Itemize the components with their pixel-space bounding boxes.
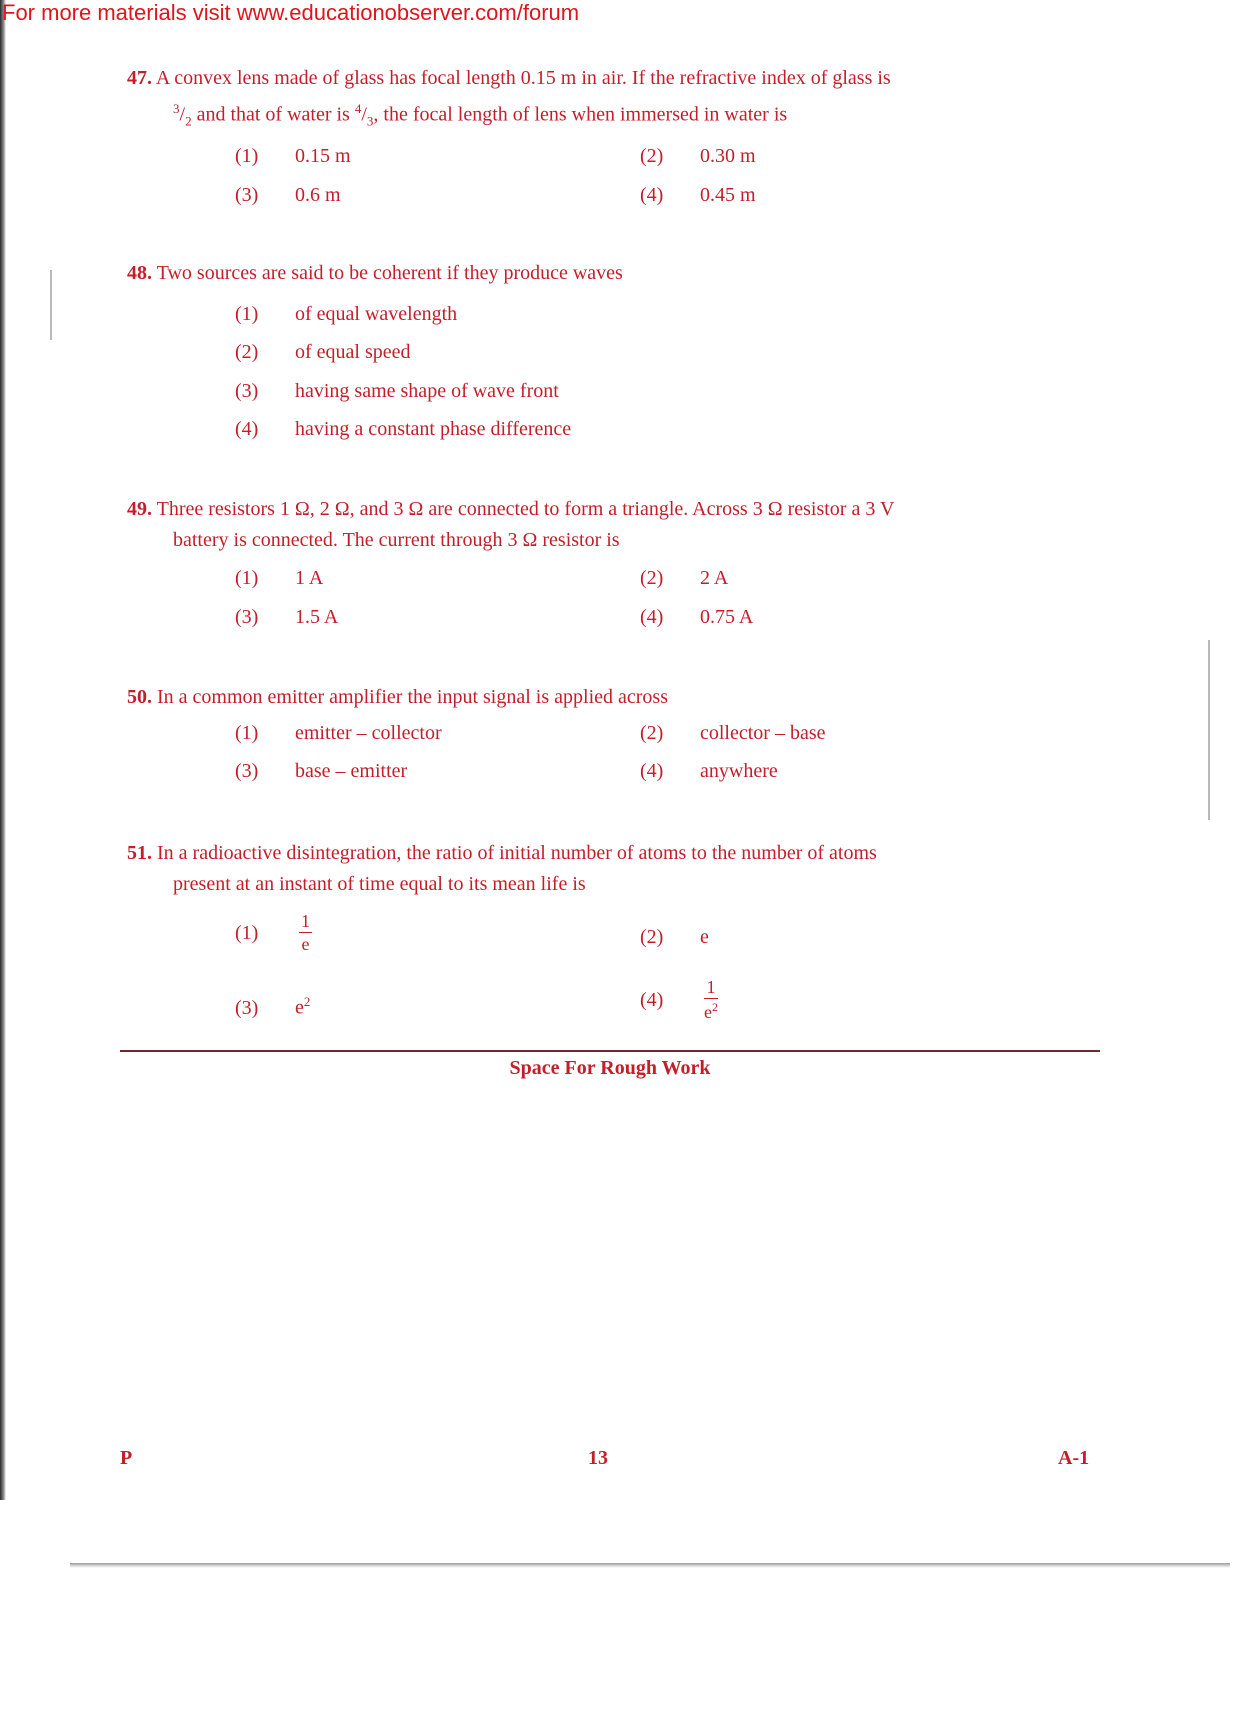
option-3[interactable] [235, 994, 310, 1020]
question-48 [127, 258, 623, 289]
option-text: emitter – collector [295, 722, 442, 744]
option-number: (3) [235, 606, 259, 628]
footer-right: A-1 [1058, 1447, 1090, 1469]
option-number: (2) [640, 926, 664, 948]
page-bottom-edge [70, 1563, 1230, 1568]
option-1[interactable] [235, 912, 312, 953]
option-text: e [700, 926, 709, 948]
option-number: (2) [640, 567, 664, 589]
option-text: 0.30 m [700, 145, 756, 167]
page-number: 13 [588, 1447, 608, 1469]
option-2[interactable] [640, 567, 728, 590]
question-47 [127, 63, 891, 94]
option-number: (4) [640, 988, 664, 1011]
question-text: and that of water is [191, 103, 355, 126]
superscript: 2 [712, 1000, 718, 1014]
question-number: 50. [127, 686, 152, 708]
option-text: 0.45 m [700, 184, 756, 206]
rough-work-heading: Space For Rough Work [509, 1057, 711, 1079]
fraction-denominator: 3 [366, 113, 374, 129]
option-text: anywhere [700, 760, 778, 782]
fraction-denominator [704, 999, 718, 1021]
question-text: , the focal length of lens when immersed in water is [373, 103, 788, 126]
option-text: 0.6 m [295, 184, 341, 206]
option-number: (4) [640, 184, 664, 206]
fraction [704, 978, 718, 1021]
option-number: (3) [235, 760, 259, 782]
option-4[interactable] [235, 418, 571, 441]
option-text: 1 A [295, 567, 324, 589]
option-text: base – emitter [295, 760, 408, 782]
fraction-denominator: 2 [185, 113, 192, 129]
option-1[interactable] [235, 303, 457, 326]
option-number: (1) [235, 567, 259, 589]
option-text: of equal wavelength [295, 303, 458, 325]
option-4[interactable] [640, 184, 756, 207]
option-number: (2) [640, 145, 664, 167]
question-number: 48. [127, 262, 152, 284]
option-text: 0.75 A [700, 606, 754, 628]
question-47-line-2 [173, 93, 787, 137]
fraction-slash: / [179, 103, 186, 126]
option-4[interactable] [640, 606, 753, 629]
fraction-numerator: 4 [354, 101, 362, 116]
superscript: 2 [303, 994, 311, 1009]
option-1[interactable] [235, 145, 351, 168]
question-49-line-2: battery is connected. The current through 3 Ω resistor is [173, 529, 620, 551]
option-number: (3) [235, 184, 259, 206]
option-text: of equal speed [295, 341, 411, 363]
option-4[interactable] [640, 978, 718, 1021]
question-number: 51. [127, 842, 152, 864]
option-1[interactable] [235, 567, 323, 590]
question-text: Two sources are said to be coherent if they produce waves [156, 262, 623, 284]
option-number: (1) [235, 921, 259, 944]
option-number: (3) [235, 380, 259, 402]
fraction-denominator: e [301, 934, 310, 954]
question-49 [127, 494, 894, 525]
question-51-line-2: present at an instant of time equal to its mean life is [173, 873, 586, 895]
option-3[interactable] [235, 184, 341, 207]
option-3[interactable] [235, 380, 559, 403]
question-50 [127, 682, 668, 713]
option-number: (4) [640, 606, 664, 628]
question-text: In a common emitter amplifier the input signal is applied across [157, 686, 668, 708]
option-2[interactable] [235, 341, 411, 364]
rough-work-divider [120, 1050, 1100, 1052]
fraction [299, 912, 312, 953]
footer-left: P [120, 1447, 133, 1469]
option-3[interactable] [235, 760, 407, 783]
question-number: 49. [127, 498, 152, 520]
fraction-numerator: 1 [301, 911, 310, 931]
option-number: (1) [235, 145, 259, 167]
fraction-denominator-base: e [704, 1002, 712, 1022]
question-number: 47. [127, 67, 152, 89]
fraction-slash: / [361, 103, 367, 126]
option-number: (1) [235, 722, 259, 744]
option-2[interactable] [640, 145, 756, 168]
question-text: In a radioactive disintegration, the ratio of initial number of atoms to the number of atoms [157, 842, 877, 864]
question-51 [127, 838, 877, 869]
option-text: 0.15 m [295, 145, 351, 167]
option-number: (2) [640, 722, 664, 744]
option-1[interactable] [235, 722, 442, 745]
option-number: (2) [235, 341, 259, 363]
option-4[interactable] [640, 760, 778, 783]
option-text: having same shape of wave front [295, 380, 559, 402]
page-left-edge [0, 0, 6, 1500]
option-number: (4) [235, 418, 259, 440]
question-text: A convex lens made of glass has focal length 0.15 m in air. If the refractive index of glass is [155, 67, 891, 89]
source-banner: For more materials visit www.educationobserver.com/forum [2, 0, 580, 25]
fraction-numerator: 1 [704, 978, 718, 999]
option-number: (4) [640, 760, 664, 782]
option-2[interactable] [640, 722, 826, 745]
option-number: (1) [235, 303, 259, 325]
option-text: 2 A [700, 567, 729, 589]
scan-mark [1208, 640, 1210, 820]
fraction-numerator: 3 [173, 101, 180, 116]
question-text: Three resistors 1 Ω, 2 Ω, and 3 Ω are connected to form a triangle. Across 3 Ω resistor a 3 V [156, 498, 895, 520]
option-3[interactable] [235, 606, 338, 629]
option-text: collector – base [700, 722, 826, 744]
option-text: having a constant phase difference [295, 418, 572, 440]
option-number: (3) [235, 996, 259, 1019]
scan-mark [50, 270, 52, 340]
option-text: 1.5 A [295, 606, 339, 628]
option-2[interactable] [640, 926, 709, 949]
option-text: e [295, 996, 304, 1019]
